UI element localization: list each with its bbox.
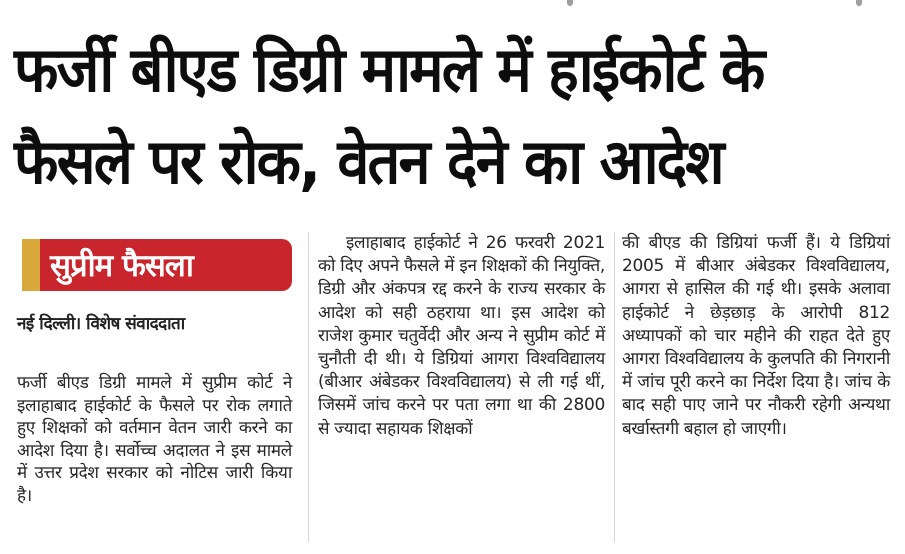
- column-1-text: फर्जी बीएड डिग्री मामले में सुप्रीम कोर्ट ने इलाहाबाद हाईकोर्ट के फैसले पर रोक लगाते हुए शिक्षकों को वर्तमान वेतन जारी करने का आदेश दिया है। सर्वोच्च अदालत ने इस मामले में उत्तर प्रदेश सरकार को नोटिस जारी किया है।: [17, 373, 292, 506]
- column-divider: [308, 232, 309, 542]
- article-column-3: [622, 232, 890, 441]
- column-2-text: इलाहाबाद हाईकोर्ट ने 26 फरवरी 2021 को दिए अपने फैसले में इन शिक्षकों की नियुक्ति, डिग्री और अंकपत्र रद्द करने के राज्य सरकार के आदेश को सही ठहराया था। इस आदेश को राजेश कुमार चतुर्वेदी और अन्य ने सुप्रीम कोर्ट में चुनौती दी थी। ये डिग्रियां आगरा विश्वविद्यालय (बीआर अंबेडकर विश्वविद्यालय) से ली गई थीं, जिसमें जांच करने पर पता लगा था की 2800 से ज्यादा सहायक शिक्षकों: [318, 233, 605, 439]
- article-headline: [14, 24, 894, 208]
- column-divider: [614, 232, 615, 542]
- column-3-text: की बीएड की डिग्रियां फर्जी हैं। ये डिग्रियां 2005 में बीआर अंबेडकर विश्वविद्यालय, आगरा से हासिल की गई थी। इसके अलावा हाईकोर्ट ने छेड़छाड़ के आरोपी 812 अध्यापकों को चार महीने की राहत देते हुए आगरा विश्वविद्यालय के कुलपति की निगरानी में जांच पूरी करने का निर्देश दिया है। जांच के बाद सही पाए जाने पर नौकरी रहेगी अन्यथा बर्खास्तगी बहाल हो जाएगी।: [622, 233, 890, 439]
- section-tag-label: सुप्रीम फैसला: [50, 248, 193, 284]
- cropped-glyph-fragment: [856, 0, 862, 6]
- section-tag-banner: [22, 239, 292, 291]
- clipping-top-edge: [0, 0, 905, 10]
- article-column-1: [17, 372, 292, 507]
- headline-line-1: फर्जी बीएड डिग्री मामले में हाईकोर्ट के: [14, 33, 764, 106]
- cropped-glyph-fragment: [567, 0, 573, 6]
- article-column-2: [318, 232, 605, 441]
- tag-accent-stripe: [22, 239, 40, 291]
- dateline: नई दिल्ली। विशेष संवाददाता: [17, 314, 185, 334]
- headline-line-2: फैसले पर रोक, वेतन देने का आदेश: [14, 125, 723, 198]
